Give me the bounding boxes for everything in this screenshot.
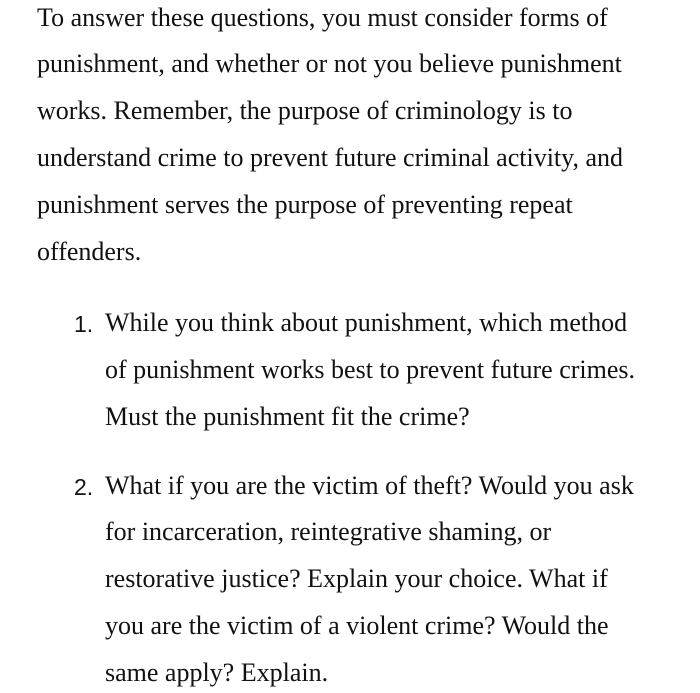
question-line: same apply? Explain. xyxy=(105,658,329,687)
intro-line: punishment serves the purpose of preventing repeat xyxy=(37,190,573,219)
intro-line: To answer these questions, you must consider forms of xyxy=(37,3,608,32)
intro-line: understand crime to prevent future criminal activity, and xyxy=(37,143,623,172)
question-line: you are the victim of a violent crime? Would the xyxy=(105,611,609,640)
question-line: Must the punishment fit the crime? xyxy=(105,402,470,431)
question-number: 1. xyxy=(74,311,94,337)
question-number: 2. xyxy=(74,474,94,500)
question-line: What if you are the victim of theft? Would you ask xyxy=(105,471,634,500)
question-line: for incarceration, reintegrative shaming, or xyxy=(105,517,552,546)
intro-line: punishment, and whether or not you believe punishment xyxy=(37,49,622,78)
question-line: restorative justice? Explain your choice. What if xyxy=(105,564,608,593)
intro-line: works. Remember, the purpose of criminology is to xyxy=(37,96,573,125)
question-line: of punishment works best to prevent future crimes. xyxy=(105,355,635,384)
question-line: While you think about punishment, which method xyxy=(105,308,628,337)
intro-line: offenders. xyxy=(37,237,142,266)
